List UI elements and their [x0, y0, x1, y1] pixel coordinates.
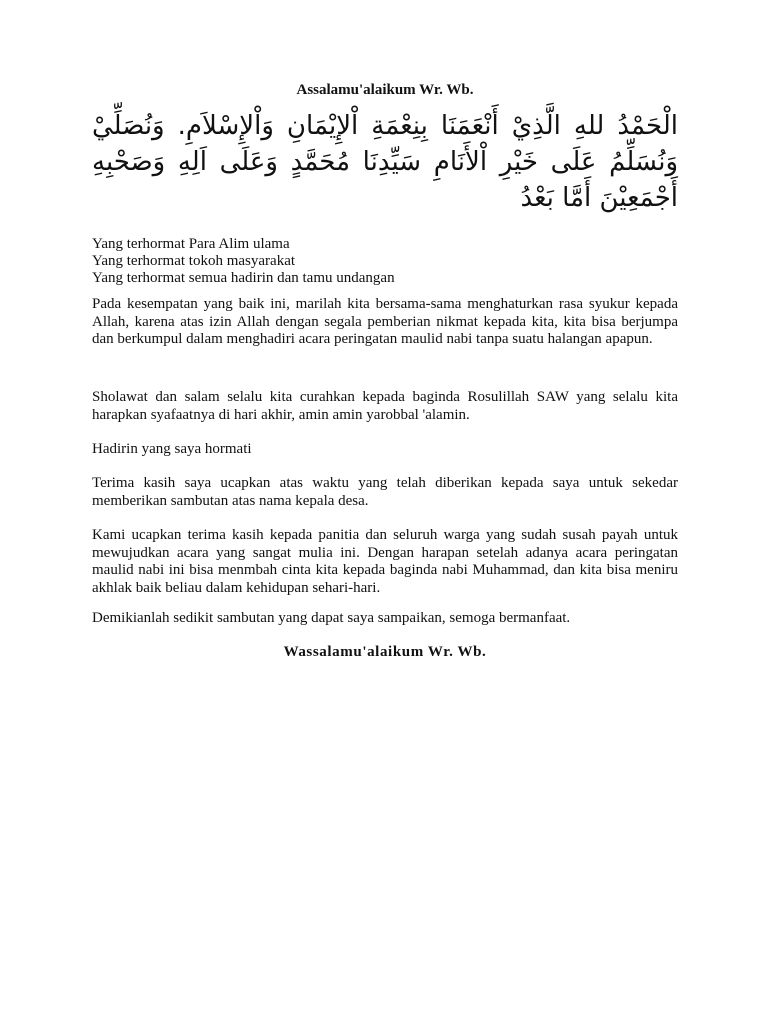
salutation-line: Yang terhormat Para Alim ulama — [92, 236, 290, 252]
salutation-line: Yang terhormat semua hadirin dan tamu undangan — [92, 270, 395, 286]
paragraph-address: Hadirin yang saya hormati — [92, 441, 252, 457]
arabic-opening-prayer: الْحَمْدُ للهِ الَّذِيْ أَنْعَمَنَا بِنِعْمَةِ اْلإِيْمَانِ وَاْلإِسْلاَمِ. وَنُصَلِّيْ وَنُسَلِّمُ عَلَى خَيْرِ اْلأَنَامِ سَيِّدِنَا مُحَمَّدٍ وَعَلَى اَلِهِ وَصَحْبِهِ أَجْمَعِيْنَ أَمَّا بَعْدُ — [92, 111, 678, 213]
paragraph-conclusion: Demikianlah sedikit sambutan yang dapat saya sampaikan, semoga bermanfaat. — [92, 610, 571, 626]
paragraph-sholawat: Sholawat dan salam selalu kita curahkan kepada baginda Rosulillah SAW yang selalu kita harapkan syafaatnya di hari akhir, amin amin yarobbal 'alamin. — [92, 389, 678, 423]
paragraph-thanks-time: Terima kasih saya ucapkan atas waktu yang telah diberikan kepada saya untuk sekedar memberikan sambutan atas nama kepala desa. — [92, 475, 678, 509]
salutations-block — [92, 236, 678, 287]
paragraph-thanks-committee: Kami ucapkan terima kasih kepada panitia dan seluruh warga yang sudah susah payah untuk mewujudkan acara yang sangat mulia ini. Dengan harapan setelah adanya acara peringatan maulid nabi ini bisa menmbah cinta kita kepada baginda nabi Muhammad, dan kita bisa meniru akhlak baik beliau dalam kehidupan sehari-hari. — [92, 527, 678, 596]
closing-greeting: Wassalamu'alaikum Wr. Wb. — [283, 644, 487, 660]
paragraph-gratitude: Pada kesempatan yang baik ini, marilah kita bersama-sama menghaturkan rasa syukur kepada Allah, karena atas izin Allah dengan segala pemberian nikmat kepada kita, kita bisa berjumpa dan berkumpul dalam menghadiri acara peringatan maulid nabi tanpa suatu halangan apapun. — [92, 296, 678, 347]
opening-greeting: Assalamu'alaikum Wr. Wb. — [296, 82, 474, 98]
document-page — [92, 0, 678, 1024]
salutation-line: Yang terhormat tokoh masyarakat — [92, 253, 296, 269]
